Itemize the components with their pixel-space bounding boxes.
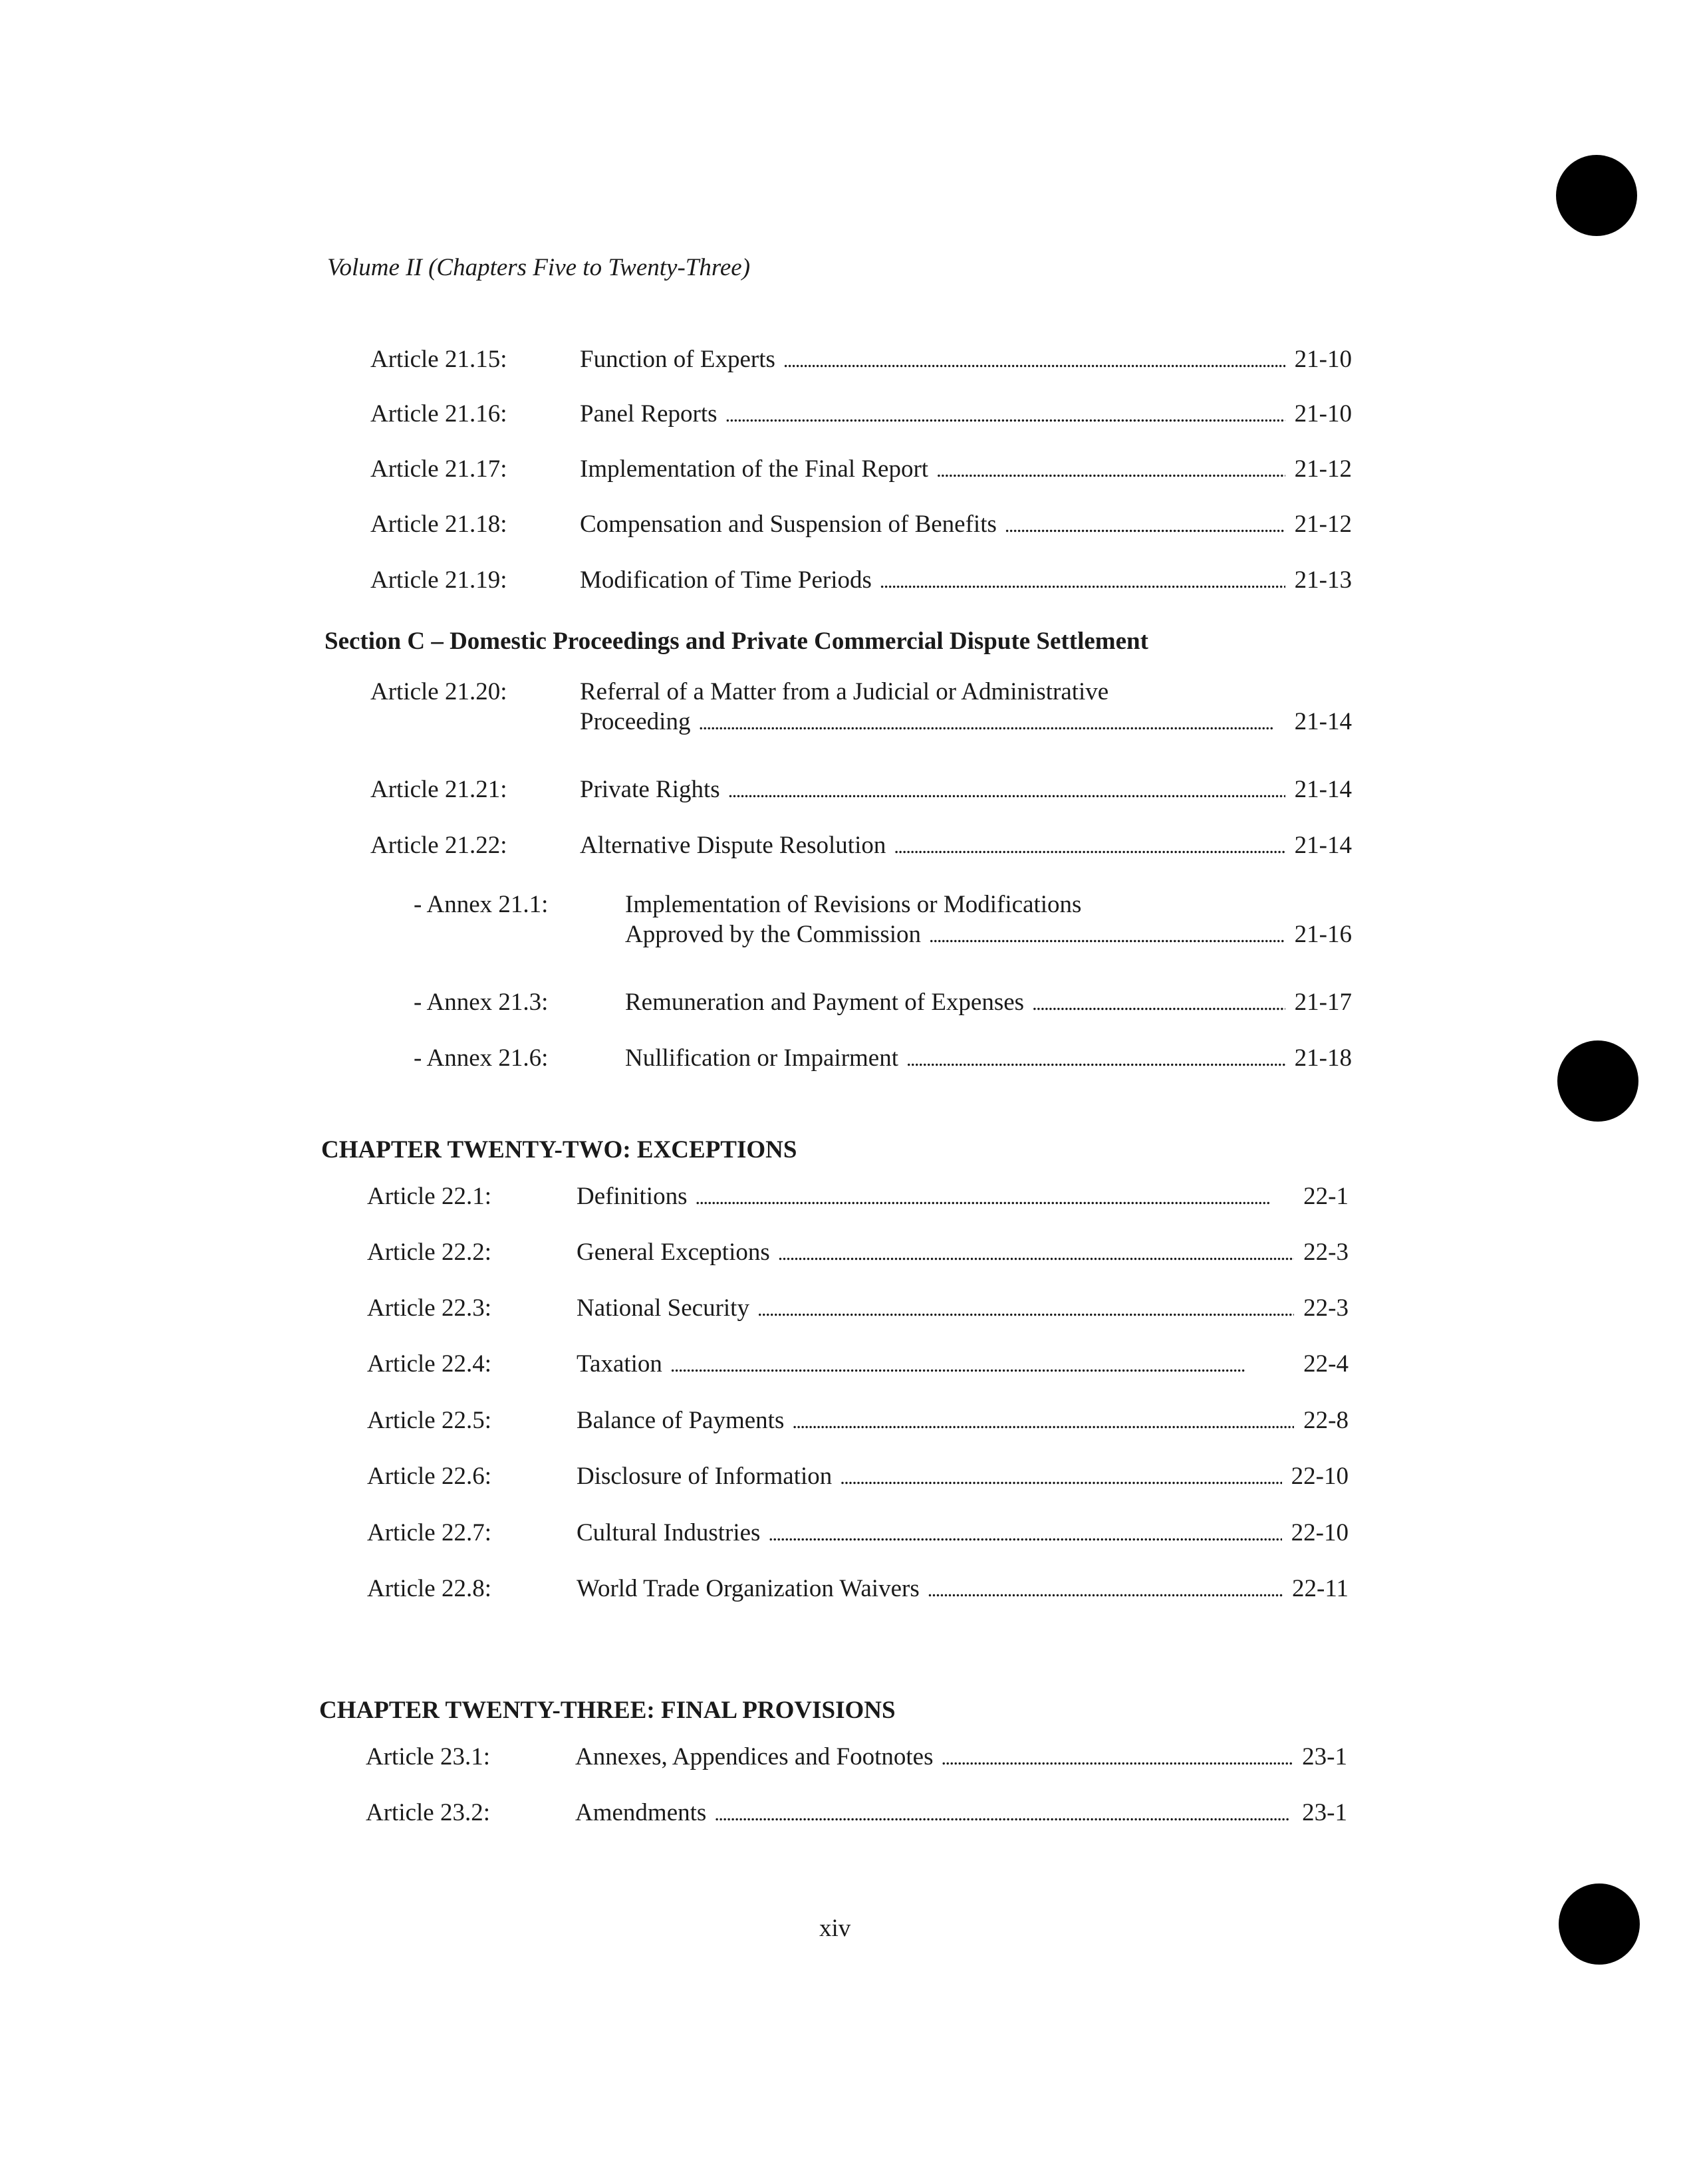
toc-entry-title: Definitions: [577, 1183, 688, 1210]
toc-entry-number: Article 22.8:: [367, 1575, 492, 1602]
toc-entry-body: [575, 1742, 1347, 1773]
dot-leader: [757, 1293, 1294, 1324]
toc-entry-number: Article 21.20:: [370, 678, 507, 705]
toc-entry-page: 23-1: [1302, 1799, 1347, 1826]
dot-leader: [670, 1349, 1294, 1380]
toc-entry-page: 22-8: [1303, 1407, 1349, 1434]
toc-entry-number: Article 21.19:: [370, 566, 507, 594]
toc-entry-page: 21-10: [1294, 400, 1352, 427]
toc-entry-body: [577, 1349, 1349, 1380]
toc-entry-body: [577, 1461, 1349, 1493]
toc-entry-title: Amendments: [575, 1799, 707, 1826]
dot-leader: [783, 344, 1285, 376]
toc-entry-number: Article 22.5:: [367, 1407, 492, 1434]
toc-entry-body: [575, 1798, 1347, 1829]
toc-entry-body: [577, 1574, 1349, 1605]
toc-entry-body: [580, 565, 1352, 596]
dot-leader: [936, 454, 1285, 485]
toc-entry-body: [577, 1237, 1349, 1269]
toc-entry-body: [577, 1181, 1349, 1213]
toc-entry-body: [580, 399, 1352, 430]
toc-entry-body: [577, 1405, 1349, 1437]
toc-entry-number: Article 21.17:: [370, 455, 507, 483]
toc-entry-body: [580, 344, 1352, 376]
toc-entry-page: 22-1: [1303, 1183, 1349, 1210]
toc-entry-page: 22-10: [1291, 1519, 1349, 1546]
dot-leader: [792, 1405, 1294, 1437]
toc-entry-number: Article 21.22:: [370, 832, 507, 859]
binder-hole: [1556, 155, 1637, 236]
toc-entry-number: Article 21.18:: [370, 511, 507, 538]
toc-entry-number: Article 23.2:: [366, 1799, 491, 1826]
dot-leader: [768, 1518, 1281, 1549]
toc-entry-title: Private Rights: [580, 776, 720, 803]
toc-entry-title: World Trade Organization Waivers: [577, 1575, 920, 1602]
toc-entry-number: Article 22.4:: [367, 1350, 492, 1378]
toc-entry-title: Balance of Payments: [577, 1407, 785, 1434]
dot-leader: [698, 707, 1285, 738]
toc-entry-body: [577, 1293, 1349, 1324]
toc-entry-page: 22-4: [1303, 1350, 1349, 1378]
toc-entry-number: Article 22.3:: [367, 1294, 492, 1322]
section-c-heading: Section C – Domestic Proceedings and Private Commercial Dispute Settlement: [324, 628, 1148, 655]
toc-entry-title: Modification of Time Periods: [580, 566, 872, 594]
dot-leader: [1005, 509, 1285, 541]
toc-entry-page: 21-18: [1294, 1044, 1352, 1072]
binder-hole: [1559, 1883, 1640, 1965]
toc-entry-number: Article 21.15:: [370, 346, 507, 373]
binder-hole: [1557, 1040, 1638, 1122]
toc-entry-title: Cultural Industries: [577, 1519, 761, 1546]
chapter-23-heading: CHAPTER TWENTY-THREE: FINAL PROVISIONS: [319, 1697, 896, 1724]
dot-leader: [941, 1742, 1293, 1773]
toc-entry-page: 21-14: [1294, 832, 1352, 859]
toc-entry-title: National Security: [577, 1294, 749, 1322]
toc-entry-title: Approved by the Commission: [625, 921, 922, 948]
toc-entry-number: Article 21.16:: [370, 400, 507, 427]
toc-entry-body: [625, 890, 1352, 951]
toc-entry-page: 21-17: [1294, 989, 1352, 1016]
toc-entry-number: Article 22.7:: [367, 1519, 492, 1546]
toc-entry-page: 21-12: [1294, 455, 1352, 483]
dot-leader: [928, 1574, 1283, 1605]
toc-entry-body: [580, 677, 1352, 738]
dot-leader: [906, 1043, 1285, 1074]
toc-entry-page: 21-13: [1294, 566, 1352, 594]
toc-list-chapter-22: [367, 1181, 1349, 1634]
toc-entry-page: 21-14: [1294, 776, 1352, 803]
toc-entry-page: 22-3: [1303, 1239, 1349, 1266]
toc-entry-title: Taxation: [577, 1350, 662, 1378]
toc-entry-title: Implementation of the Final Report: [580, 455, 929, 483]
toc-entry-body: [580, 454, 1352, 485]
toc-entry-body: [625, 987, 1352, 1019]
toc-entry-page: 21-16: [1294, 921, 1352, 948]
toc-entry-page: 21-10: [1294, 346, 1352, 373]
toc-entry-page: 22-10: [1291, 1463, 1349, 1490]
dot-leader: [778, 1237, 1294, 1269]
toc-entry-number: Article 22.6:: [367, 1463, 492, 1490]
toc-entry-page: 21-14: [1294, 708, 1352, 735]
toc-entry-title: Remuneration and Payment of Expenses: [625, 989, 1025, 1016]
toc-entry-title: Implementation of Revisions or Modifications: [625, 891, 1082, 918]
toc-entry-number: - Annex 21.1:: [414, 891, 549, 918]
dot-leader: [714, 1798, 1293, 1829]
dot-leader: [929, 919, 1285, 951]
toc-entry-body: [580, 830, 1352, 862]
dot-leader: [1032, 987, 1285, 1019]
toc-entry-page: 23-1: [1302, 1743, 1347, 1770]
toc-entry-title: Annexes, Appendices and Footnotes: [575, 1743, 934, 1770]
toc-entry-title: Function of Experts: [580, 346, 775, 373]
toc-entry-number: Article 21.21:: [370, 776, 507, 803]
toc-entry-body: [625, 1043, 1352, 1074]
toc-entry-title: Alternative Dispute Resolution: [580, 832, 886, 859]
chapter-22-heading: CHAPTER TWENTY-TWO: EXCEPTIONS: [321, 1136, 797, 1163]
toc-list-chapter-21: [370, 344, 1352, 1076]
toc-entry-number: Article 23.1:: [366, 1743, 491, 1770]
dot-leader: [880, 565, 1285, 596]
toc-entry-title: Panel Reports: [580, 400, 717, 427]
toc-entry-title: Nullification or Impairment: [625, 1044, 898, 1072]
toc-entry-page: 22-11: [1292, 1575, 1349, 1602]
volume-heading: Volume II (Chapters Five to Twenty-Three): [327, 254, 751, 281]
toc-entry-number: Article 22.1:: [367, 1183, 492, 1210]
toc-entry-title: Disclosure of Information: [577, 1463, 833, 1490]
dot-leader: [894, 830, 1285, 862]
toc-entry-number: Article 22.2:: [367, 1239, 492, 1266]
toc-entry-body: [577, 1518, 1349, 1549]
toc-entry-title: Proceeding: [580, 708, 691, 735]
toc-entry-page: 21-12: [1294, 511, 1352, 538]
page-number: xiv: [819, 1915, 851, 1942]
toc-list-chapter-23: [366, 1742, 1347, 1862]
dot-leader: [840, 1461, 1281, 1493]
toc-entry-title: General Exceptions: [577, 1239, 770, 1266]
toc-entry-body: [580, 509, 1352, 541]
toc-entry-title: Compensation and Suspension of Benefits: [580, 511, 997, 538]
dot-leader: [728, 775, 1285, 806]
toc-entry-title: Referral of a Matter from a Judicial or Administrative: [580, 678, 1109, 705]
dot-leader: [695, 1181, 1294, 1213]
toc-entry-page: 22-3: [1303, 1294, 1349, 1322]
dot-leader: [725, 399, 1285, 430]
toc-entry-number: - Annex 21.6:: [414, 1044, 549, 1072]
toc-entry-body: [580, 775, 1352, 806]
toc-entry-number: - Annex 21.3:: [414, 989, 549, 1016]
